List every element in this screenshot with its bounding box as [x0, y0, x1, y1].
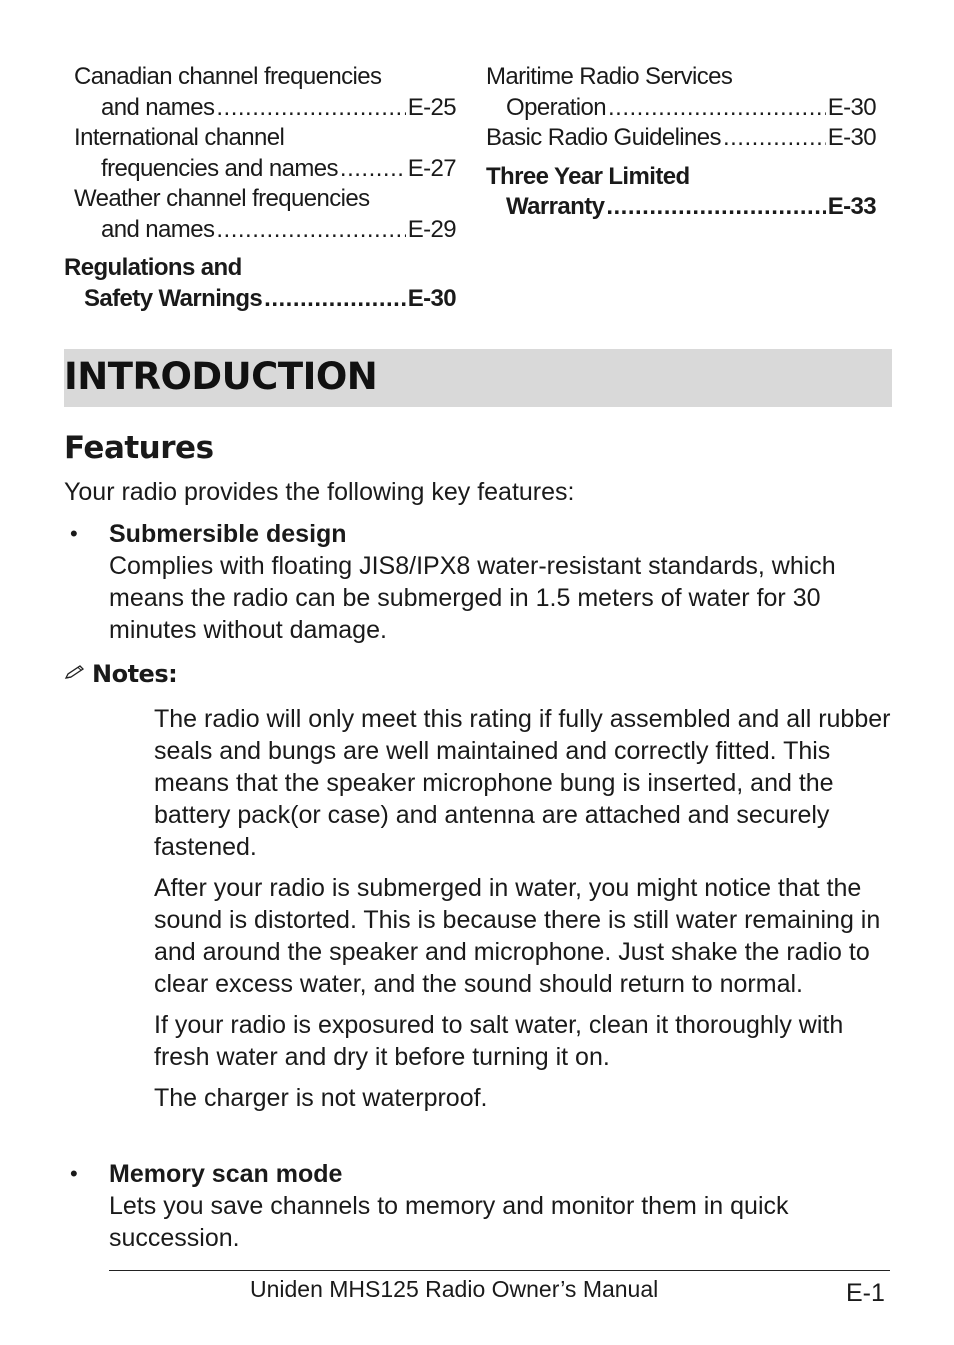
- note-paragraph: The radio will only meet this rating if fully assembled and all rubber seals and bungs are well maintained and correctly fitted. This means that the speaker microphone bung is inserted, and the battery pack(or case) and antenna are attached and securely fastened.: [154, 705, 891, 861]
- toc-entry-title: Three Year Limited: [486, 162, 690, 190]
- notes-header: [64, 660, 177, 688]
- toc-entry-title: Maritime Radio Services: [486, 63, 733, 90]
- toc-entry-title: Operation: [506, 93, 606, 121]
- toc-entry-title: Warranty: [506, 193, 605, 220]
- footer-divider: [109, 1270, 890, 1271]
- footer-title: Uniden MHS125 Radio Owner’s Manual: [250, 1276, 659, 1302]
- feature-heading: Submersible design: [109, 520, 347, 548]
- toc-entry-title: and names: [101, 215, 215, 243]
- toc-entry-title: Canadian channel frequencies: [74, 63, 382, 90]
- toc-entry: [64, 123, 456, 154]
- bullet-icon: •: [70, 521, 78, 546]
- toc-entry: [486, 62, 876, 93]
- toc-entry: [486, 93, 876, 124]
- section-title: INTRODUCTION: [64, 355, 378, 398]
- toc-leader-dots: [340, 154, 406, 185]
- toc-entry: [64, 215, 456, 246]
- toc-entry: [64, 154, 456, 185]
- feature-heading: Memory scan mode: [109, 1160, 343, 1188]
- note-paragraph: If your radio is exposured to salt water, clean it thoroughly with fresh water and dry it before turning it on.: [154, 1011, 844, 1071]
- notes-body: [154, 703, 894, 1123]
- toc-leader-dots: [608, 93, 826, 124]
- toc-entry-title: Safety Warnings: [84, 284, 263, 312]
- toc-left-column: [64, 62, 456, 314]
- features-heading: Features: [64, 430, 214, 466]
- toc-entry: [64, 284, 456, 315]
- toc-entry: [64, 93, 456, 124]
- toc-leader-dots: [216, 215, 405, 246]
- toc-entry-title: International channel: [74, 124, 285, 151]
- page-number: E-1: [846, 1279, 885, 1307]
- toc-entry-title: Weather channel frequencies: [74, 185, 370, 212]
- toc-leader-dots: [216, 93, 405, 124]
- toc-page-number: E-27: [407, 154, 456, 182]
- toc-page-number: E-30: [407, 284, 456, 312]
- toc-entry: [486, 162, 876, 193]
- toc-entry-title: Basic Radio Guidelines: [486, 124, 721, 151]
- feature-description: Lets you save channels to memory and monitor them in quick succession.: [109, 1192, 789, 1252]
- toc-entry: [486, 123, 876, 154]
- toc-page-number: E-30: [827, 93, 876, 121]
- toc-entry: [64, 184, 456, 215]
- feature-description: Complies with floating JIS8/IPX8 water-resistant standards, which means the radio can be submerged in 1.5 meters of water for 30 minutes without damage.: [109, 552, 836, 644]
- toc-page-number: E-25: [407, 93, 456, 121]
- toc-entry: [486, 192, 876, 223]
- bullet-icon: •: [70, 1161, 78, 1186]
- feature-item: [64, 1158, 894, 1254]
- toc-leader-dots: [606, 192, 825, 223]
- toc-entry-title: Regulations and: [64, 254, 242, 281]
- toc-leader-dots: [264, 284, 406, 315]
- note-paragraph: After your radio is submerged in water, you might notice that the sound is distorted. This is because there is still water remaining in and around the speaker and microphone. Just shake the radio to clear excess water, and the sound should return to normal.: [154, 874, 881, 998]
- section-header-bar: [64, 349, 892, 407]
- toc-page-number: E-30: [827, 124, 876, 151]
- toc-entry: [64, 62, 456, 93]
- toc-page-number: E-29: [407, 215, 456, 243]
- features-intro: Your radio provides the following key features:: [64, 478, 575, 506]
- toc-right-column: [486, 62, 876, 223]
- pencil-icon: [64, 663, 92, 686]
- notes-label: Notes:: [92, 660, 178, 688]
- toc-page-number: E-33: [827, 193, 876, 220]
- toc-entry-title: and names: [101, 93, 215, 121]
- toc-entry-title: frequencies and names: [101, 154, 338, 182]
- toc-leader-dots: [723, 123, 826, 154]
- feature-item: [64, 518, 894, 646]
- toc-entry: [64, 253, 456, 284]
- note-paragraph: The charger is not waterproof.: [154, 1084, 488, 1112]
